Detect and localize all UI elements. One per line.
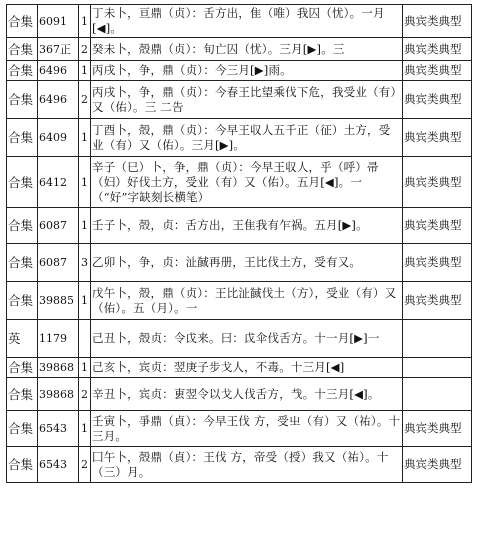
category-cell: 典宾类典型 bbox=[403, 119, 472, 157]
index-cell: 3 bbox=[79, 244, 91, 282]
number-cell: 1179 bbox=[38, 320, 79, 358]
index-cell: 1 bbox=[79, 282, 91, 320]
table-row bbox=[7, 61, 472, 81]
inscription-cell: 己丑卜，殻贞：令戉来。曰：戉伞伐舌方。十一月[▶]一 bbox=[91, 320, 403, 358]
category-cell: 典宾类典型 bbox=[403, 447, 472, 483]
inscription-cell: 丁未卜，亘鼎（贞）：舌方出，隹（唯）我囚（忧）。一月[◀]。 bbox=[91, 5, 403, 38]
category-cell: 典宾类典型 bbox=[403, 38, 472, 61]
index-cell: 2 bbox=[79, 38, 91, 61]
number-cell: 6087 bbox=[38, 244, 79, 282]
inscription-cell: 己亥卜，宾贞：翌庚子步戈人，不毒。十三月[◀] bbox=[91, 358, 403, 378]
number-cell: 6543 bbox=[38, 447, 79, 483]
number-cell: 6496 bbox=[38, 81, 79, 119]
index-cell: 1 bbox=[79, 208, 91, 244]
category-cell bbox=[403, 378, 472, 411]
index-cell: 2 bbox=[79, 378, 91, 411]
category-cell: 典宾类典型 bbox=[403, 282, 472, 320]
category-cell: 典宾类典型 bbox=[403, 411, 472, 447]
source-cell: 合集 bbox=[7, 119, 38, 157]
inscription-cell: 戊午卜，殻，鼎（贞）：王比沚馘伐土（方），受业（有）又（佑）。五（月）。一 bbox=[91, 282, 403, 320]
oracle-bone-table bbox=[6, 4, 472, 483]
number-cell: 6496 bbox=[38, 61, 79, 81]
table-row bbox=[7, 378, 472, 411]
inscription-cell: 辛子（巳）卜，争，鼎（贞）：今早王収人，乎（呼）帚（妇）好伐土方，受业（有）又（佑）。五月[◀]。一（“好”字缺刻长横笔） bbox=[91, 157, 403, 208]
inscription-cell: 囗午卜，殻鼎（貞）：王伐 方，帝受（授）我又（祐）。十（三）月。 bbox=[91, 447, 403, 483]
inscription-cell: 壬寅卜，爭鼎（貞）：今早王伐 方，受㞢（有）又（祐）。十三月。 bbox=[91, 411, 403, 447]
source-cell: 合集 bbox=[7, 447, 38, 483]
number-cell: 39868 bbox=[38, 358, 79, 378]
inscription-cell: 丙戌卜，争，鼎（贞）：今三月[▶]雨。 bbox=[91, 61, 403, 81]
source-cell: 合集 bbox=[7, 61, 38, 81]
table-row bbox=[7, 208, 472, 244]
source-cell: 合集 bbox=[7, 38, 38, 61]
number-cell: 367正 bbox=[38, 38, 79, 61]
source-cell: 合集 bbox=[7, 5, 38, 38]
number-cell: 6543 bbox=[38, 411, 79, 447]
category-cell bbox=[403, 320, 472, 358]
index-cell: 1 bbox=[79, 411, 91, 447]
table-row bbox=[7, 411, 472, 447]
table-row bbox=[7, 447, 472, 483]
table-row bbox=[7, 358, 472, 378]
category-cell: 典宾类典型 bbox=[403, 5, 472, 38]
category-cell: 典宾类典型 bbox=[403, 61, 472, 81]
number-cell: 6409 bbox=[38, 119, 79, 157]
number-cell: 6091 bbox=[38, 5, 79, 38]
category-cell: 典宾类典型 bbox=[403, 244, 472, 282]
inscription-cell: 辛丑卜，宾贞：叀翌令以戈人伐舌方，𢦏。十三月[◀]。 bbox=[91, 378, 403, 411]
inscription-cell: 壬子卜，殻，贞：舌方出，王隹我有乍祸。五月[▶]。 bbox=[91, 208, 403, 244]
table-row bbox=[7, 38, 472, 61]
source-cell: 合集 bbox=[7, 358, 38, 378]
inscription-cell: 丁酉卜，殻，鼎（贞）：今早王収人五千正（征）土方，受业（有）又（佑）。三月[▶]。 bbox=[91, 119, 403, 157]
category-cell: 典宾类典型 bbox=[403, 81, 472, 119]
source-cell: 英 bbox=[7, 320, 38, 358]
table-row bbox=[7, 282, 472, 320]
inscription-cell: 乙卯卜，争，贞：沚馘再册，王比伐土方，受有又。 bbox=[91, 244, 403, 282]
source-cell: 合集 bbox=[7, 208, 38, 244]
number-cell: 6087 bbox=[38, 208, 79, 244]
table-row bbox=[7, 157, 472, 208]
category-cell: 典宾类典型 bbox=[403, 157, 472, 208]
inscription-cell: 癸未卜，殻鼎（贞）：旬亡囚（忧）。三月[▶]。三 bbox=[91, 38, 403, 61]
source-cell: 合集 bbox=[7, 378, 38, 411]
source-cell: 合集 bbox=[7, 244, 38, 282]
index-cell: 1 bbox=[79, 358, 91, 378]
number-cell: 39868 bbox=[38, 378, 79, 411]
index-cell: 2 bbox=[79, 447, 91, 483]
index-cell bbox=[79, 320, 91, 358]
category-cell: 典宾类典型 bbox=[403, 208, 472, 244]
source-cell: 合集 bbox=[7, 157, 38, 208]
table-row bbox=[7, 244, 472, 282]
index-cell: 1 bbox=[79, 119, 91, 157]
number-cell: 39885 bbox=[38, 282, 79, 320]
table-row bbox=[7, 320, 472, 358]
table-row bbox=[7, 5, 472, 38]
source-cell: 合集 bbox=[7, 81, 38, 119]
category-cell bbox=[403, 358, 472, 378]
index-cell: 1 bbox=[79, 61, 91, 81]
source-cell: 合集 bbox=[7, 282, 38, 320]
index-cell: 1 bbox=[79, 5, 91, 38]
table-row bbox=[7, 81, 472, 119]
table-row bbox=[7, 119, 472, 157]
index-cell: 1 bbox=[79, 157, 91, 208]
source-cell: 合集 bbox=[7, 411, 38, 447]
inscription-cell: 丙戌卜，争，鼎（贞）：今春王比望乘伐下危，我受业（有）又（佑）。三 二告 bbox=[91, 81, 403, 119]
number-cell: 6412 bbox=[38, 157, 79, 208]
index-cell: 2 bbox=[79, 81, 91, 119]
